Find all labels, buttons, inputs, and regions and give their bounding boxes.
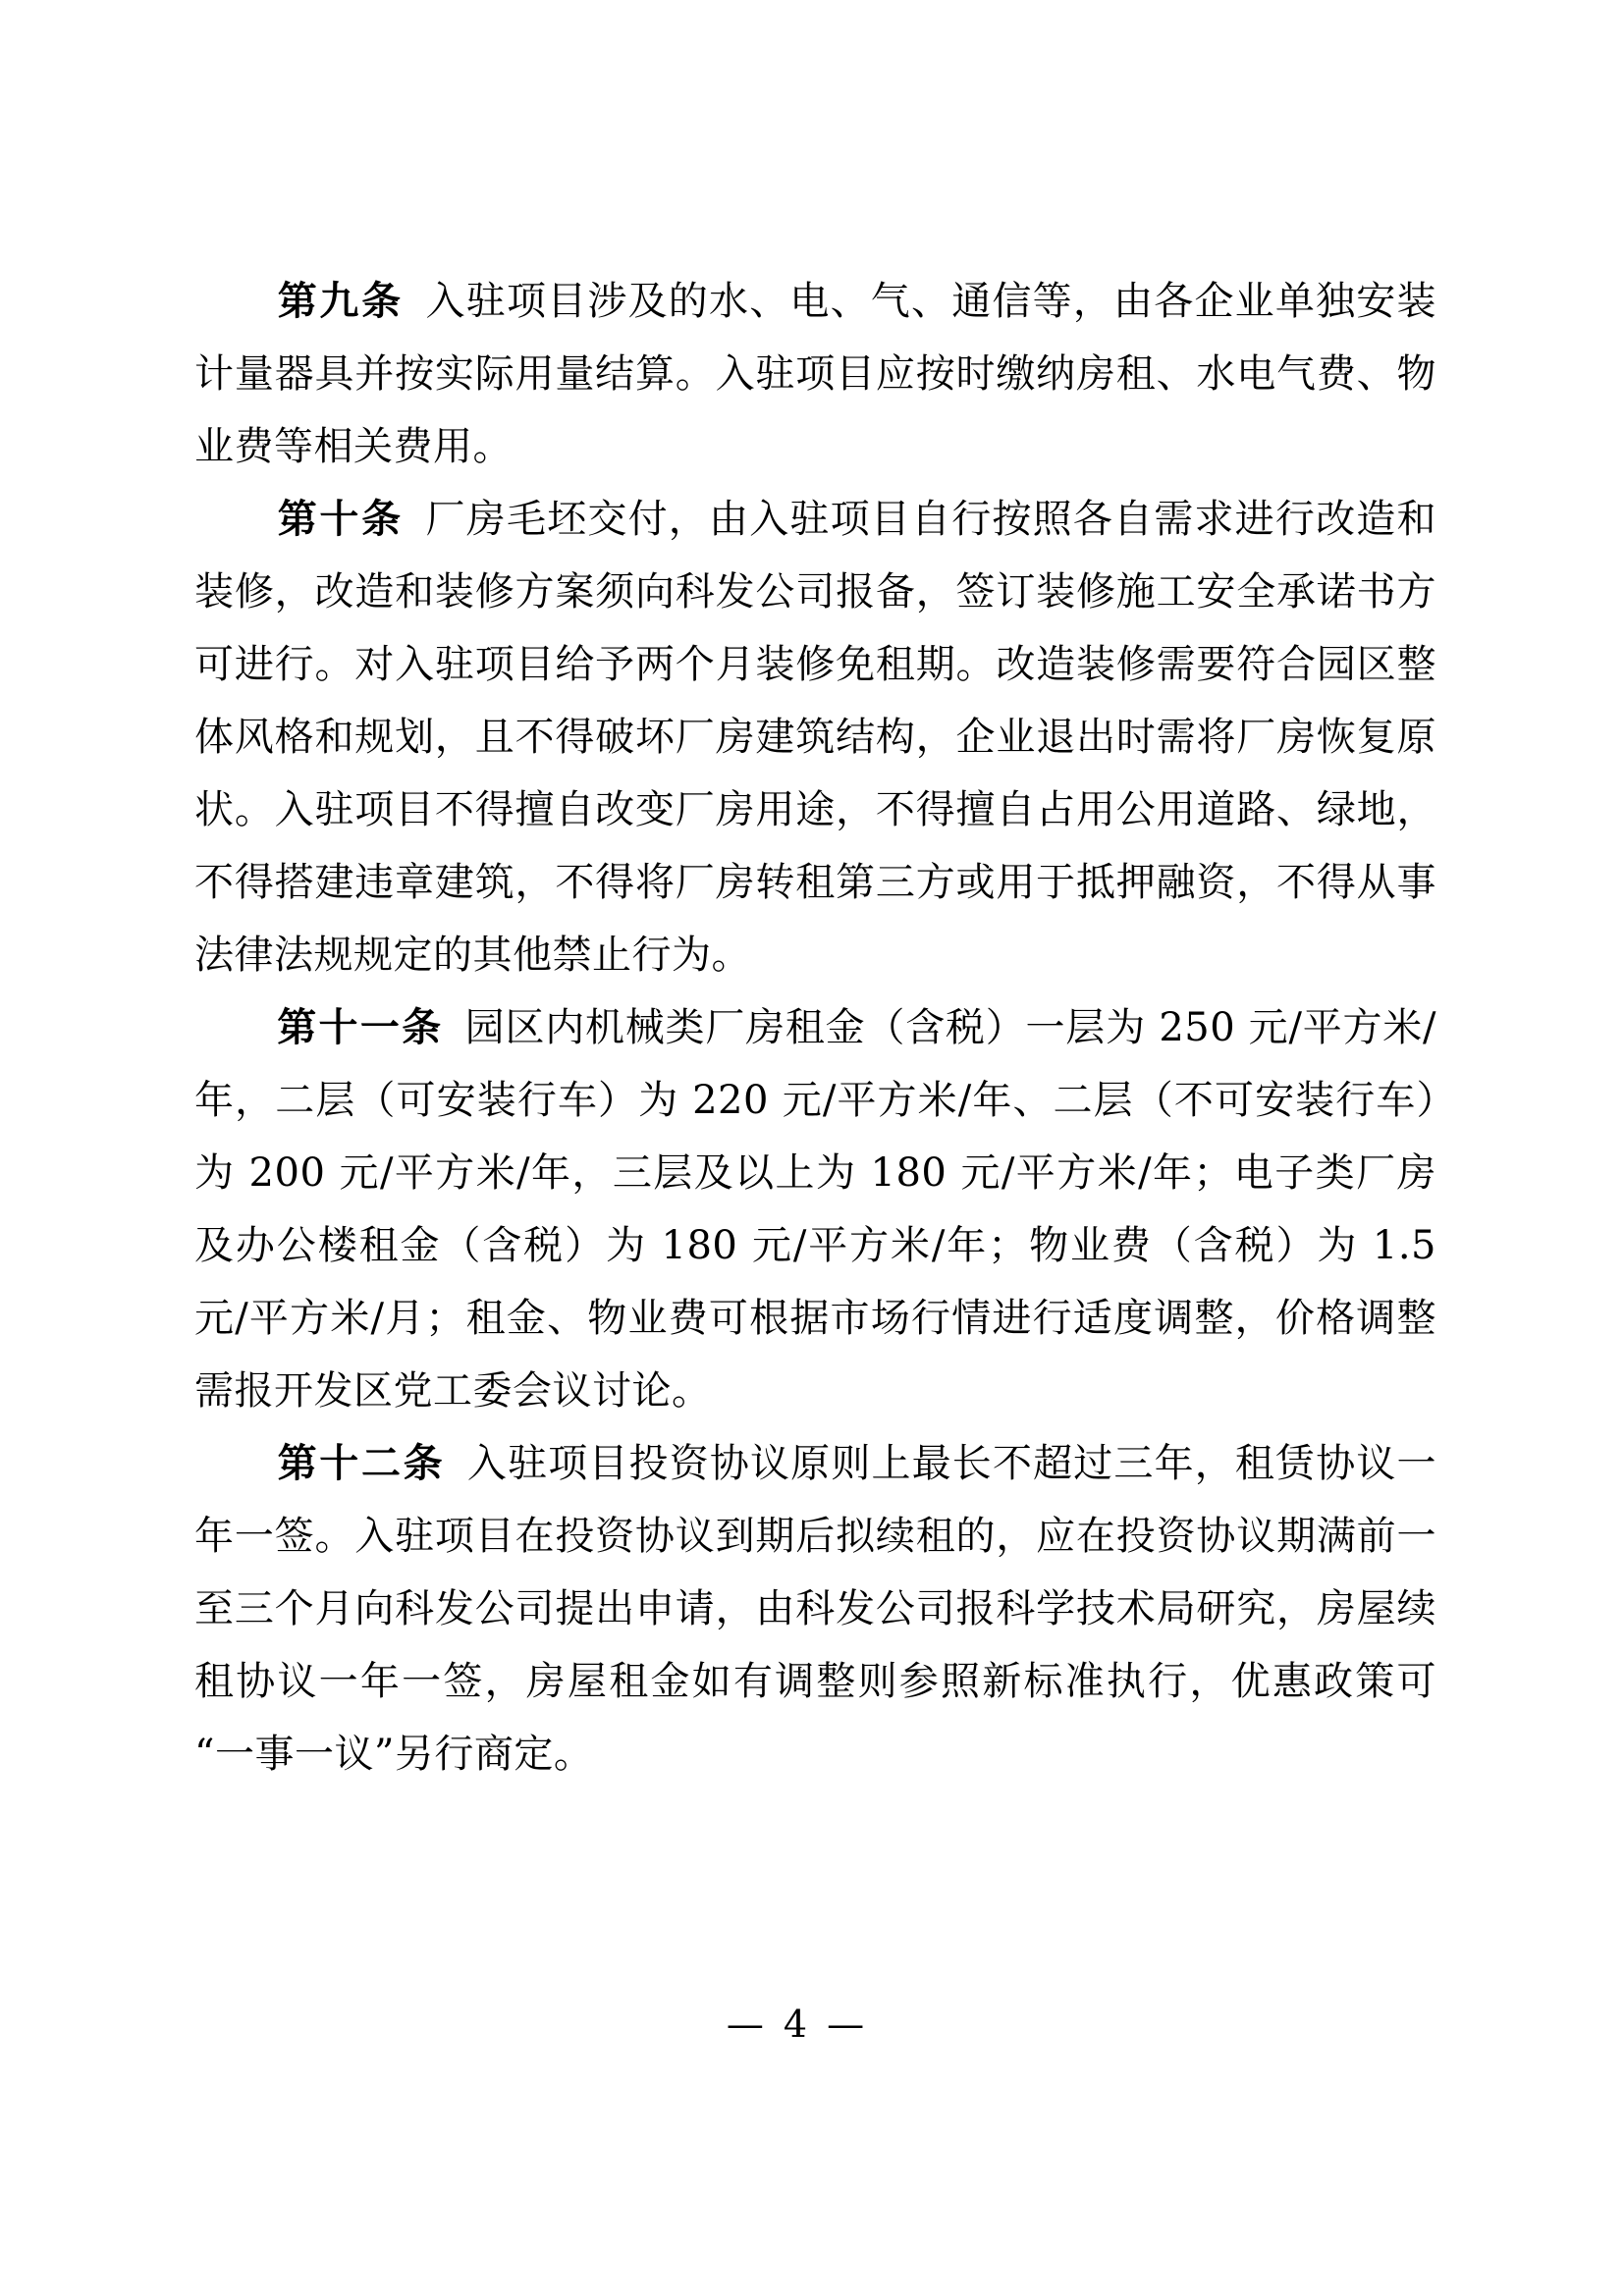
paragraph-article-12 (194, 1427, 1436, 1790)
paragraph-article-11 (194, 991, 1436, 1427)
article-heading: 第九条 (277, 278, 404, 324)
article-text: 厂房毛坯交付，由入驻项目自行按照各自需求进行改造和装修，改造和装修方案须向科发公司报备，签订装修施工安全承诺书方可进行。对入驻项目给予两个月装修免租期。改造装修需要符合园区整体风格和规划，且不得破坏厂房建筑结构，企业退出时需将厂房恢复原状。入驻项目不得擅自改变厂房用途，不得擅自占用公用道路、绿地，不得搭建违章建筑，不得将厂房转租第三方或用于抵押融资，不得从事法律法规规定的其他禁止行为。 (194, 497, 1436, 978)
article-text: 入驻项目投资协议原则上最长不超过三年，租赁协议一年一签。入驻项目在投资协议到期后拟续租的，应在投资协议期满前一至三个月向科发公司提出申请，由科发公司报科学技术局研究，房屋续租协议一年一签，房屋租金如有调整则参照新标准执行，优惠政策可“一事一议”另行商定。 (194, 1441, 1437, 1777)
page-number: — 4 — (726, 2002, 869, 2046)
article-text: 入驻项目涉及的水、电、气、通信等，由各企业单独安装计量器具并按实际用量结算。入驻项目应按时缴纳房租、水电气费、物业费等相关费用。 (194, 279, 1436, 469)
article-heading: 第十二条 (277, 1440, 446, 1486)
article-heading: 第十一条 (277, 1004, 444, 1050)
document-body (194, 265, 1436, 1790)
article-text: 园区内机械类厂房租金（含税）一层为 250 元/平方米/年，二层（可安装行车）为 220 元/平方米/年、二层（不可安装行车）为 200 元/平方米/年，三层及以上为 180 元/平方米/年；电子类厂房及办公楼租金（含税）为 180 元/平方米/年；物业费（含税）为 1.5 元/平方米/月；租金、物业费可根据市场行情进行适度调整，价格调整需报开发区党工委会议讨论。 (194, 1005, 1437, 1414)
paragraph-article-9 (194, 265, 1436, 483)
paragraph-article-10 (194, 483, 1436, 991)
page-footer (0, 2002, 1624, 2046)
article-heading: 第十条 (277, 496, 404, 542)
